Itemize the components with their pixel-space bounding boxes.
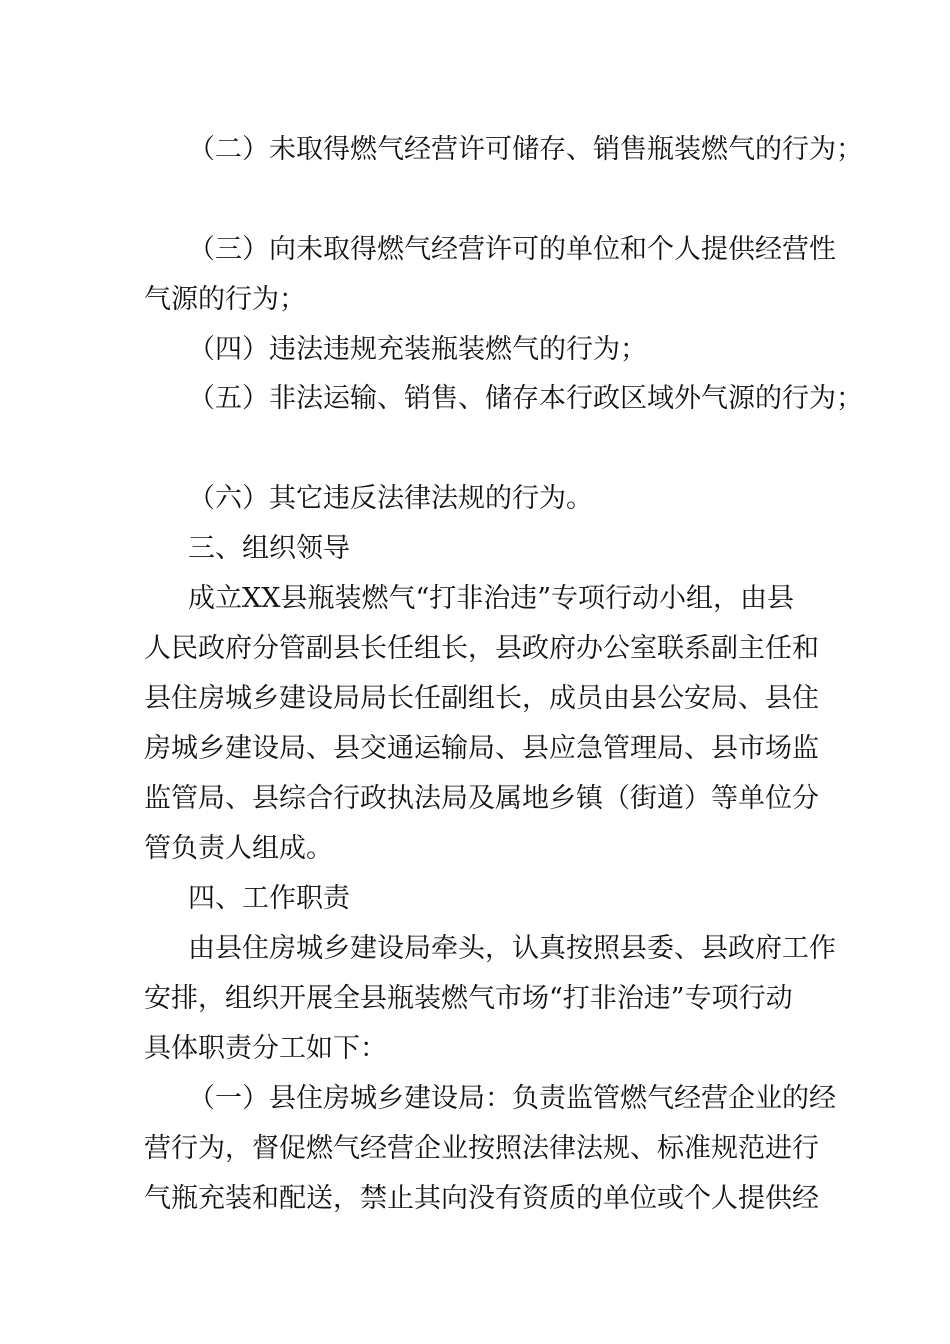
paragraph-line: 由县住房城乡建设局牵头，认真按照县委、县政府工作	[188, 933, 836, 964]
list-item-6: （六）其它违反法律法规的行为。	[188, 483, 593, 514]
paragraph-line: 县住房城乡建设局局长任副组长，成员由县公安局、县住	[144, 683, 819, 714]
paragraph-line: 房城乡建设局、县交通运输局、县应急管理局、县市场监	[144, 733, 819, 764]
paragraph-line: （一）县住房城乡建设局：负责监管燃气经营企业的经	[188, 1083, 836, 1114]
paragraph-line: 安排，组织开展全县瓶装燃气市场“打非治违”专项行动	[144, 983, 793, 1014]
list-item-2: （二）未取得燃气经营许可储存、销售瓶装燃气的行为；	[188, 134, 863, 165]
list-item-3-continued: 气源的行为；	[144, 284, 306, 315]
list-item-5: （五）非法运输、销售、储存本行政区域外气源的行为；	[188, 383, 863, 414]
paragraph-line: 监管局、县综合行政执法局及属地乡镇（街道）等单位分	[144, 783, 819, 814]
paragraph-line: 气瓶充装和配送，禁止其向没有资质的单位或个人提供经	[144, 1183, 819, 1214]
paragraph-line: 营行为，督促燃气经营企业按照法律法规、标准规范进行	[144, 1133, 819, 1164]
paragraph-line: 具体职责分工如下：	[144, 1033, 387, 1064]
list-item-4: （四）违法违规充装瓶装燃气的行为；	[188, 334, 647, 365]
paragraph-line: 管负责人组成。	[144, 833, 333, 864]
paragraph-line: 成立XX县瓶装燃气“打非治违”专项行动小组，由县	[188, 583, 795, 614]
list-item-3: （三）向未取得燃气经营许可的单位和个人提供经营性	[188, 234, 836, 265]
paragraph-line: 人民政府分管副县长任组长，县政府办公室联系副主任和	[144, 633, 819, 664]
section-heading-organization: 三、组织领导	[188, 533, 350, 564]
section-heading-duties: 四、工作职责	[188, 883, 350, 914]
